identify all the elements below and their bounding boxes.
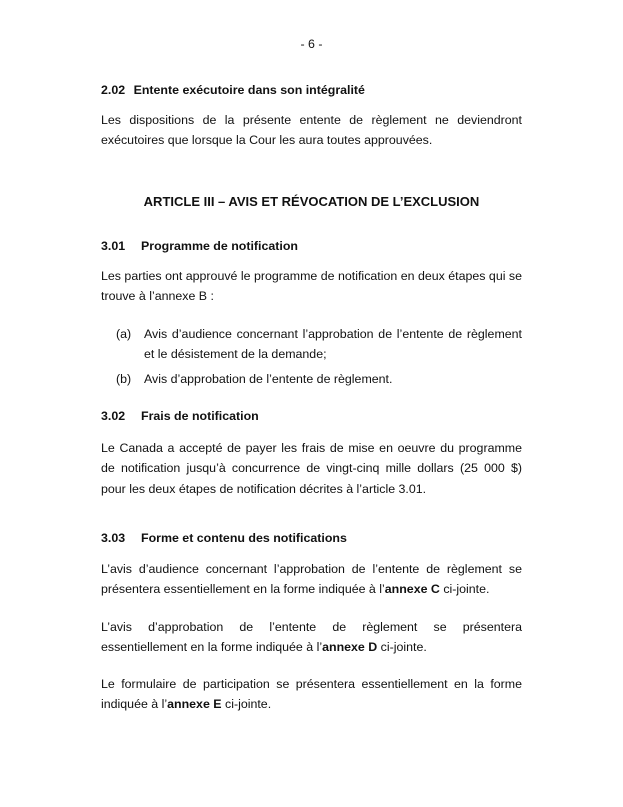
section-3-03-paragraph-3 — [101, 674, 522, 715]
section-title: Programme de notification — [141, 239, 298, 253]
section-3-03-paragraph-2 — [101, 617, 522, 658]
section-title: Entente exécutoire dans son intégralité — [133, 83, 365, 97]
article-title: ARTICLE III – AVIS ET RÉVOCATION DE L’EXCLUSION — [143, 194, 480, 209]
section-3-01-body: Les parties ont approuvé le programme de notification en deux étapes qui se trouve à l’annexe B : — [101, 269, 522, 304]
annex-reference: annexe D — [322, 640, 378, 655]
section-number: 2.02 — [101, 83, 126, 97]
paragraph-text: L’avis d’approbation de l’entente de règlement se présentera essentiellement en la forme indiquée à l’ — [101, 620, 522, 655]
section-title: Frais de notification — [141, 409, 259, 423]
list-item-a — [116, 324, 522, 365]
list-item-label: (b) — [116, 372, 132, 386]
section-number: 3.03 — [101, 531, 126, 545]
paragraph-text: Le formulaire de participation se présentera essentiellement en la forme indiquée à l’ — [101, 677, 522, 712]
section-3-02-body: Le Canada a accepté de payer les frais de mise en oeuvre du programme de notification jusqu’à concurrence de vingt-cinq mille dollars (25 000 $) pour les deux étapes de notification décrites à l’article 3.01. — [101, 441, 522, 496]
section-heading-3-01 — [101, 239, 522, 253]
list-item-text: Avis d’audience concernant l’approbation de l’entente de règlement et le désistement de la demande; — [144, 327, 522, 362]
section-number: 3.01 — [101, 239, 126, 253]
list-item-b — [116, 369, 522, 389]
section-heading-3-02 — [101, 409, 522, 423]
section-number: 3.02 — [101, 409, 126, 423]
section-heading-2-02 — [101, 83, 522, 97]
section-2-02-body: Les dispositions de la présente entente de règlement ne deviendront exécutoires que lorsque la Cour les aura toutes approuvées. — [101, 113, 522, 148]
paragraph-text: ci-jointe. — [377, 640, 427, 655]
annex-reference: annexe E — [167, 697, 222, 712]
list-item-text: Avis d’approbation de l’entente de règlement. — [144, 372, 393, 386]
annex-reference: annexe C — [384, 582, 440, 597]
paragraph-text: ci-jointe. — [221, 697, 272, 712]
paragraph-text: ci-jointe. — [439, 582, 490, 597]
section-3-03-paragraph-1 — [101, 559, 522, 600]
section-heading-3-03 — [101, 531, 522, 545]
page-number: - 6 - — [300, 37, 323, 51]
section-title: Forme et contenu des notifications — [141, 531, 347, 545]
paragraph-text: L’avis d’audience concernant l’approbation de l’entente de règlement se présentera essentiellement en la forme indiquée à l’ — [101, 562, 522, 597]
list-item-label: (a) — [116, 327, 132, 341]
